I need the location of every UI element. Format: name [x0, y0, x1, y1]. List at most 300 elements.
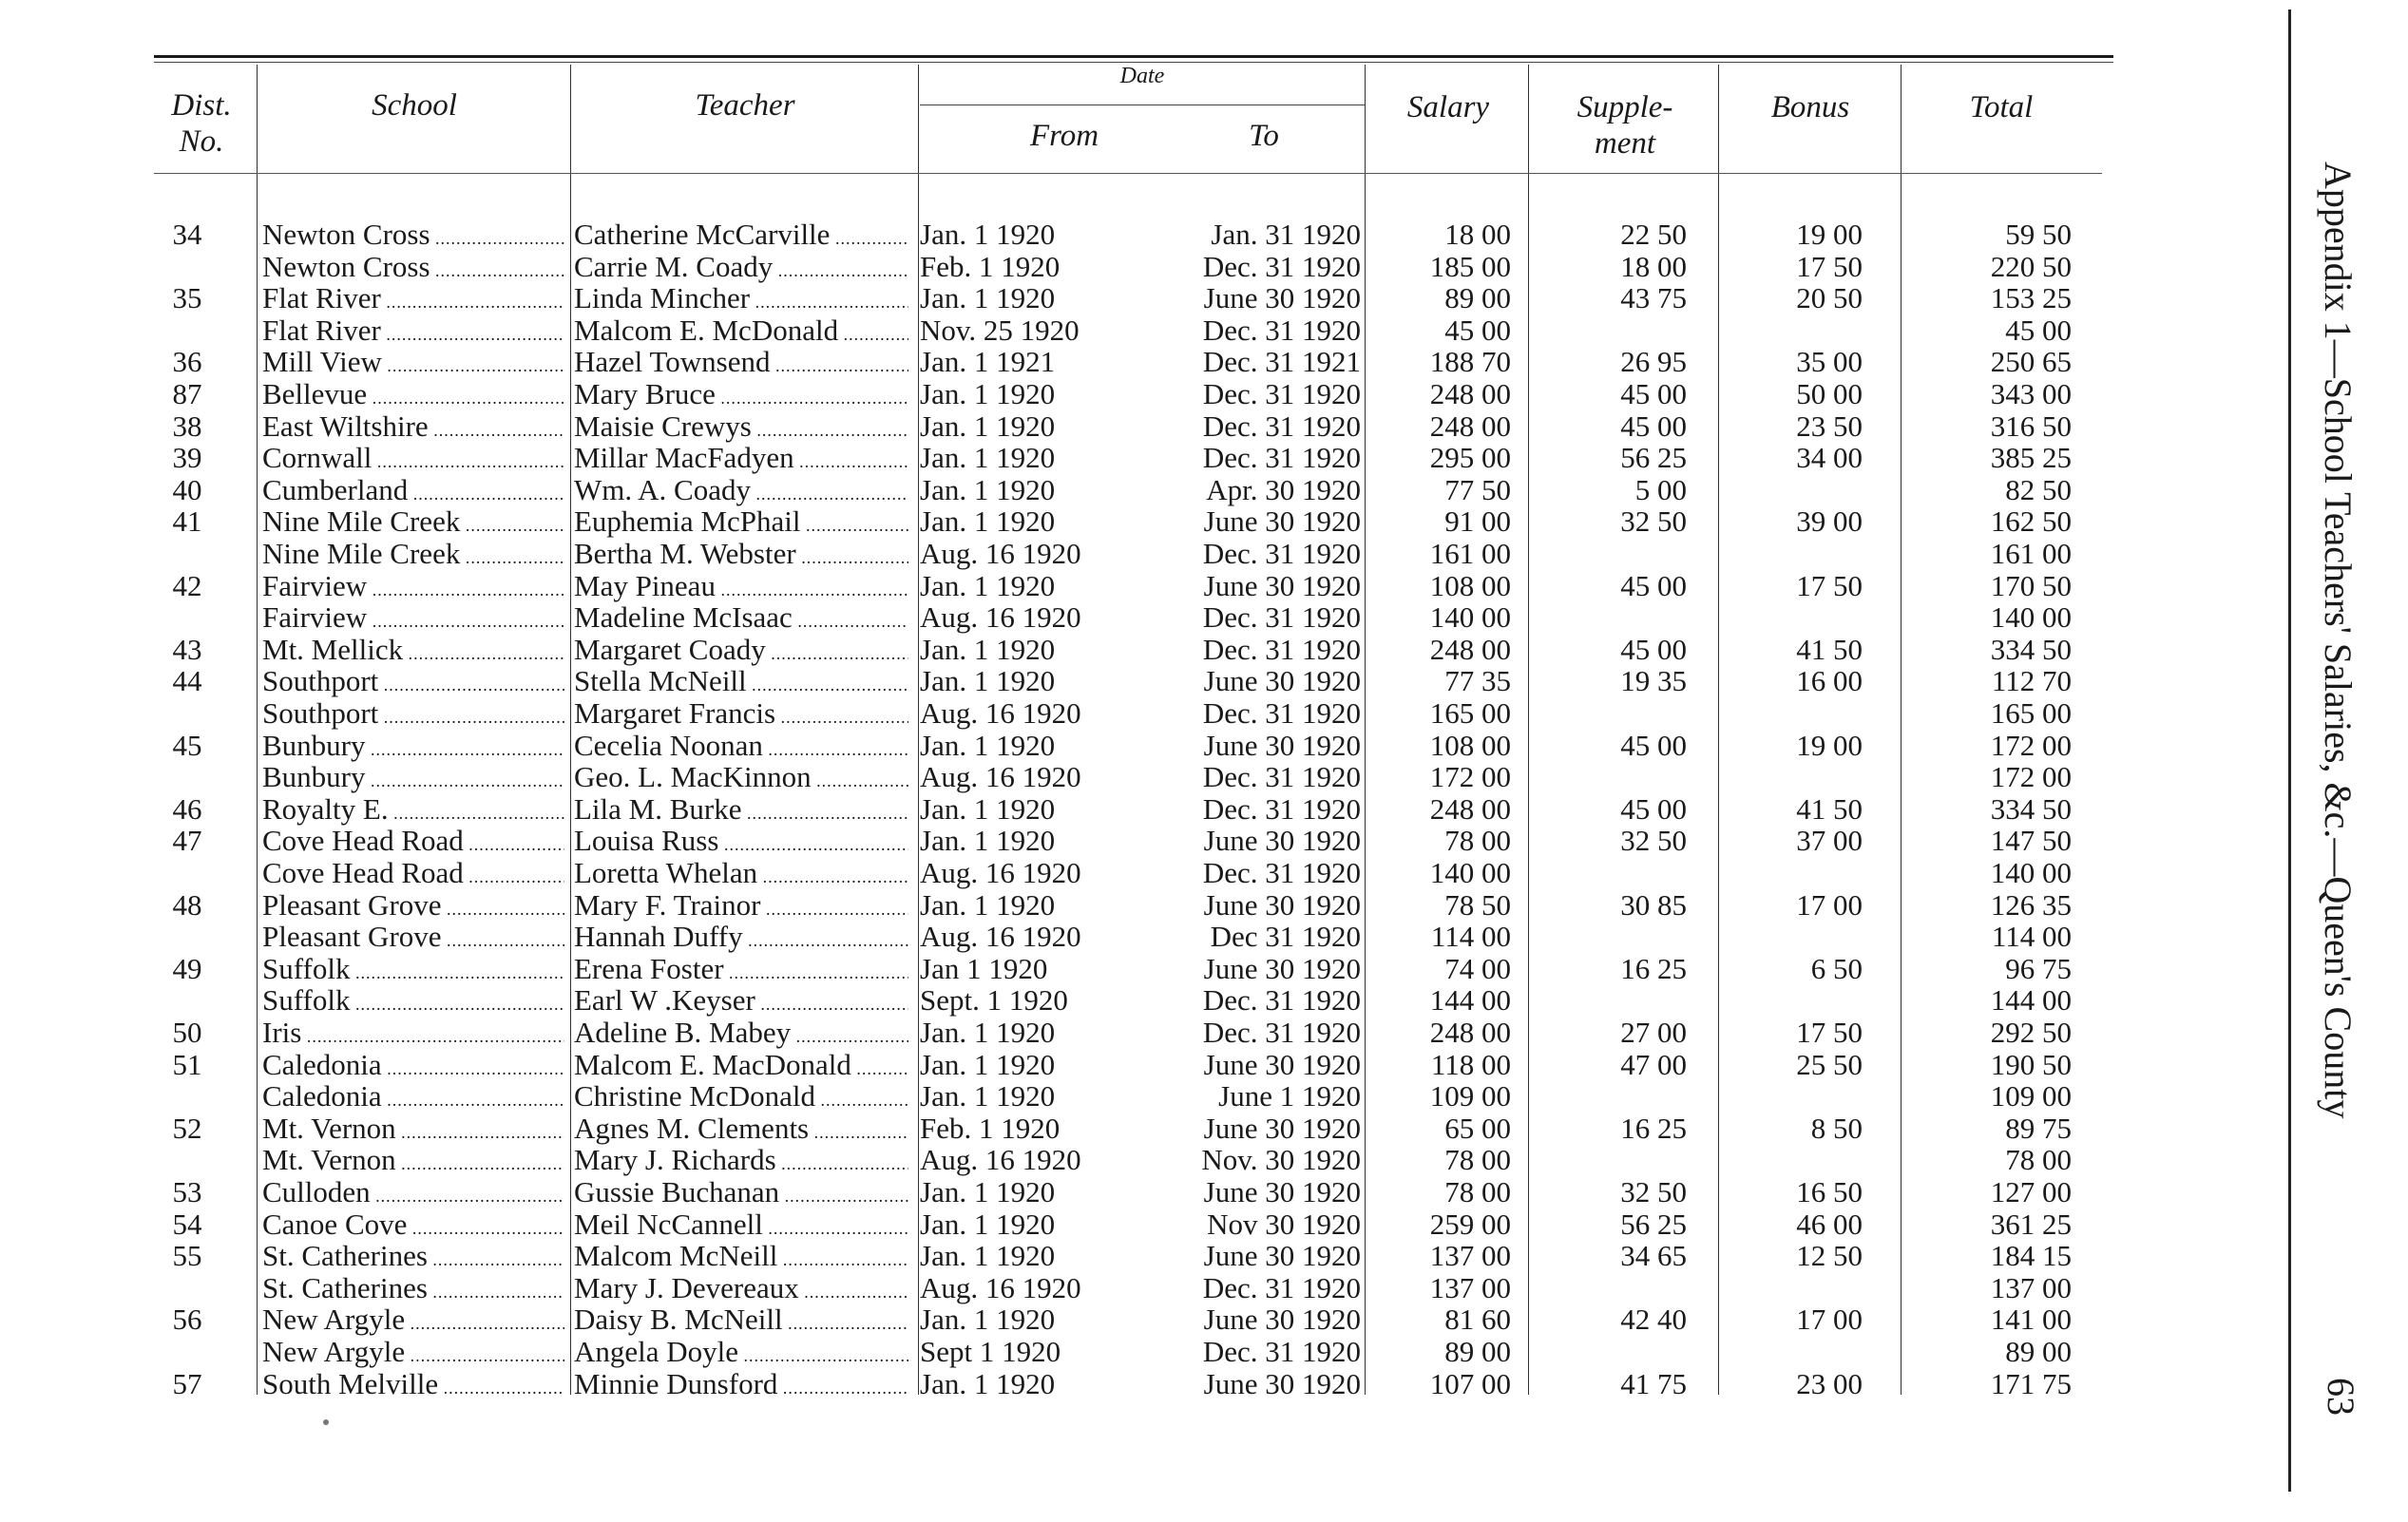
school-name: Canoe Cove .....	[262, 1208, 564, 1245]
table-row	[0, 1368, 2186, 1399]
date-from: Feb. 1 1920	[920, 249, 1061, 283]
school-name: Suffolk .....	[262, 984, 564, 1020]
header-to: To	[1249, 119, 1279, 153]
dist-number: 35	[172, 281, 202, 315]
bonus-amount: 8 50	[1810, 1111, 1863, 1145]
school-name: St. Catherines .....	[262, 1240, 564, 1276]
date-from: Aug. 16 1920	[920, 537, 1081, 570]
bonus-amount: 19 00	[1796, 728, 1863, 762]
bonus-amount: 41 50	[1796, 791, 1863, 826]
header-bottom-rule	[154, 173, 2102, 174]
teacher-name: Malcom McNeill .....	[574, 1240, 908, 1276]
date-from: Aug. 16 1920	[920, 920, 1081, 954]
total-amount: 78 00	[2005, 1143, 2072, 1177]
total-amount: 141 00	[1990, 1303, 2072, 1337]
table-row	[0, 570, 2186, 601]
date-to: Dec. 31 1920	[1202, 1270, 1361, 1304]
date-to: June 30 1920	[1203, 1175, 1361, 1208]
bonus-amount: 19 00	[1796, 218, 1863, 251]
school-name: Bunbury .....	[262, 730, 564, 766]
school-name: Cove Head Road .....	[262, 857, 564, 893]
school-name: South Melville .....	[262, 1368, 564, 1404]
date-from: Jan. 1 1920	[920, 568, 1056, 602]
date-from: Jan. 1 1920	[920, 504, 1056, 539]
supplement-amount: 45 00	[1620, 568, 1687, 602]
total-amount: 82 50	[2005, 472, 2072, 506]
dist-number: 53	[172, 1175, 202, 1208]
header-total: Total	[1969, 90, 2034, 124]
header-salary: Salary	[1406, 90, 1490, 124]
date-to: June 1 1920	[1218, 1079, 1361, 1113]
teacher-name: Margaret Francis .....	[574, 697, 908, 733]
total-amount: 89 00	[2005, 1335, 2072, 1368]
dist-number: 54	[172, 1207, 202, 1241]
total-amount: 161 00	[1990, 537, 2072, 570]
bonus-amount: 34 00	[1796, 441, 1863, 475]
date-from: Jan. 1 1921	[920, 345, 1056, 379]
table-row	[0, 251, 2186, 282]
date-to: Dec 31 1920	[1210, 920, 1361, 954]
bonus-amount: 16 00	[1796, 664, 1863, 698]
dist-number: 46	[172, 791, 202, 826]
teacher-name: Maisie Crewys .....	[574, 410, 908, 447]
table-row	[0, 857, 2186, 888]
table-row	[0, 984, 2186, 1016]
table-row	[0, 1017, 2186, 1048]
date-to: Dec. 31 1920	[1202, 1016, 1361, 1049]
school-name: Nine Mile Creek .....	[262, 538, 564, 574]
date-to: June 30 1920	[1203, 951, 1361, 985]
teacher-name: Linda Mincher .....	[574, 282, 908, 318]
school-name: Mill View .....	[262, 346, 564, 382]
total-amount: 172 00	[1990, 728, 2072, 762]
table-row	[0, 1144, 2186, 1175]
supplement-amount: 27 00	[1620, 1016, 1687, 1049]
school-name: Mt. Vernon .....	[262, 1144, 564, 1180]
total-amount: 170 50	[1990, 568, 2072, 602]
date-from: Feb. 1 1920	[920, 1111, 1061, 1145]
date-to: Dec. 31 1920	[1202, 249, 1361, 283]
salary-amount: 165 00	[1429, 696, 1511, 730]
table-row	[0, 1272, 2186, 1303]
school-name: Iris .....	[262, 1017, 564, 1053]
total-amount: 184 15	[1990, 1239, 2072, 1273]
teacher-name: Mary J. Richards .....	[574, 1144, 908, 1180]
bonus-amount: 17 50	[1796, 568, 1863, 602]
table-row	[0, 378, 2186, 409]
date-to: Dec. 31 1920	[1202, 377, 1361, 410]
supplement-amount: 32 50	[1620, 1175, 1687, 1208]
school-name: Cornwall .....	[262, 442, 564, 478]
total-amount: 292 50	[1990, 1016, 2072, 1049]
salary-amount: 140 00	[1429, 600, 1511, 635]
supplement-amount: 43 75	[1620, 281, 1687, 315]
date-to: Dec. 31 1920	[1202, 856, 1361, 889]
bonus-amount: 16 50	[1796, 1175, 1863, 1208]
total-amount: 147 50	[1990, 824, 2072, 858]
date-to: Dec. 31 1921	[1202, 345, 1361, 379]
school-name: East Wiltshire .....	[262, 410, 564, 447]
total-amount: 45 00	[2005, 313, 2072, 347]
date-to: Dec. 31 1920	[1202, 313, 1361, 347]
salary-amount: 89 00	[1444, 1335, 1511, 1368]
salary-amount: 65 00	[1444, 1111, 1511, 1145]
date-to: Dec. 31 1920	[1202, 1335, 1361, 1368]
teacher-name: Stella McNeill .....	[574, 665, 908, 701]
supplement-amount: 45 00	[1620, 728, 1687, 762]
table-row	[0, 730, 2186, 761]
bonus-amount: 23 50	[1796, 409, 1863, 443]
supplement-amount: 16 25	[1620, 951, 1687, 985]
date-to: Dec. 31 1920	[1202, 760, 1361, 794]
date-to: Nov. 30 1920	[1201, 1143, 1361, 1177]
date-from: Jan. 1 1920	[920, 1239, 1056, 1273]
total-amount: 114 00	[1991, 920, 2072, 954]
bonus-amount: 41 50	[1796, 632, 1863, 666]
teacher-name: Bertha M. Webster .....	[574, 538, 908, 574]
teacher-name: Carrie M. Coady .....	[574, 251, 908, 287]
date-to: Apr. 30 1920	[1206, 472, 1361, 506]
dist-number: 49	[172, 951, 202, 985]
bonus-amount: 25 50	[1796, 1047, 1863, 1081]
salary-amount: 248 00	[1429, 377, 1511, 410]
supplement-amount: 45 00	[1620, 409, 1687, 443]
date-to: June 30 1920	[1203, 504, 1361, 539]
teacher-name: Mary Bruce .....	[574, 378, 908, 414]
table-row	[0, 410, 2186, 442]
salary-amount: 295 00	[1429, 441, 1511, 475]
header-supplement-line1: Supple-	[1577, 90, 1673, 124]
supplement-amount: 19 35	[1620, 664, 1687, 698]
date-to: Dec. 31 1920	[1202, 600, 1361, 635]
header-teacher: Teacher	[695, 88, 795, 123]
table-row	[0, 1208, 2186, 1240]
table-row	[0, 1080, 2186, 1112]
date-to: June 30 1920	[1203, 1303, 1361, 1337]
date-from: Jan. 1 1920	[920, 1047, 1056, 1081]
dist-number: 51	[172, 1047, 202, 1081]
paper-speck	[323, 1419, 329, 1425]
bonus-amount: 17 50	[1796, 1016, 1863, 1049]
dist-number: 43	[172, 632, 202, 666]
date-to: June 30 1920	[1203, 1239, 1361, 1273]
table-row	[0, 1176, 2186, 1208]
date-from: Nov. 25 1920	[920, 313, 1080, 347]
dist-number: 45	[172, 728, 202, 762]
table-row	[0, 442, 2186, 473]
salary-amount: 77 35	[1444, 664, 1511, 698]
teacher-name: Minnie Dunsford .....	[574, 1368, 908, 1404]
date-to: June 30 1920	[1203, 887, 1361, 922]
date-from: Aug. 16 1920	[920, 1143, 1081, 1177]
salary-amount: 248 00	[1429, 1016, 1511, 1049]
date-to: June 30 1920	[1203, 728, 1361, 762]
table-row	[0, 1240, 2186, 1271]
total-amount: 334 50	[1990, 632, 2072, 666]
school-name: Royalty E. .....	[262, 793, 564, 829]
date-from: Jan. 1 1920	[920, 1303, 1056, 1337]
school-name: Flat River .....	[262, 314, 564, 351]
salary-amount: 91 00	[1444, 504, 1511, 539]
salary-amount: 172 00	[1429, 760, 1511, 794]
school-name: Mt. Mellick .....	[262, 634, 564, 670]
bonus-amount: 12 50	[1796, 1239, 1863, 1273]
table-row	[0, 634, 2186, 665]
dist-number: 44	[172, 664, 202, 698]
salary-amount: 161 00	[1429, 537, 1511, 570]
school-name: Bellevue .....	[262, 378, 564, 414]
table-row	[0, 601, 2186, 633]
bonus-amount: 35 00	[1796, 345, 1863, 379]
dist-number: 50	[172, 1016, 202, 1049]
total-amount: 334 50	[1990, 791, 2072, 826]
bonus-amount: 17 00	[1796, 887, 1863, 922]
salary-amount: 259 00	[1429, 1207, 1511, 1241]
teacher-name: Meil NcCannell .....	[574, 1208, 908, 1245]
teacher-name: May Pineau .....	[574, 570, 908, 606]
teacher-name: Lila M. Burke .....	[574, 793, 908, 829]
supplement-amount: 16 25	[1620, 1111, 1687, 1145]
total-amount: 343 00	[1990, 377, 2072, 410]
dist-number: 36	[172, 345, 202, 379]
salary-amount: 144 00	[1429, 983, 1511, 1018]
table-row	[0, 665, 2186, 696]
school-name: St. Catherines .....	[262, 1272, 564, 1308]
teacher-name: Wm. A. Coady .....	[574, 474, 908, 510]
date-to: Dec. 31 1920	[1202, 441, 1361, 475]
table-row	[0, 474, 2186, 505]
school-name: Culloden .....	[262, 1176, 564, 1212]
date-from: Jan. 1 1920	[920, 1079, 1056, 1113]
dist-number: 56	[172, 1303, 202, 1337]
school-name: Southport .....	[262, 697, 564, 733]
salary-amount: 108 00	[1429, 728, 1511, 762]
total-amount: 385 25	[1990, 441, 2072, 475]
table-row	[0, 314, 2186, 346]
total-amount: 190 50	[1990, 1047, 2072, 1081]
header-from: From	[1029, 119, 1099, 153]
total-amount: 109 00	[1990, 1079, 2072, 1113]
table-row	[0, 346, 2186, 377]
date-from: Jan. 1 1920	[920, 632, 1056, 666]
date-to: June 30 1920	[1203, 568, 1361, 602]
date-from: Jan. 1 1920	[920, 218, 1056, 251]
school-name: Pleasant Grove .....	[262, 889, 564, 925]
salary-amount: 74 00	[1444, 951, 1511, 985]
dist-number: 39	[172, 441, 202, 475]
salary-amount: 78 50	[1444, 887, 1511, 922]
bonus-amount: 17 50	[1796, 249, 1863, 283]
table-row	[0, 889, 2186, 921]
teacher-name: Louisa Russ .....	[574, 825, 908, 861]
date-from: Jan. 1 1920	[920, 791, 1056, 826]
supplement-amount: 47 00	[1620, 1047, 1687, 1081]
running-title: Appendix 1—School Teachers' Salaries, &c.—Queen's County	[2317, 162, 2360, 1119]
total-amount: 137 00	[1990, 1270, 2072, 1304]
page-binding-line	[2288, 10, 2291, 1492]
table-row	[0, 282, 2186, 314]
header-supplement-line2: ment	[1594, 126, 1656, 161]
date-from: Jan. 1 1920	[920, 728, 1056, 762]
salary-amount: 114 00	[1430, 920, 1511, 954]
date-from: Jan. 1 1920	[920, 1207, 1056, 1241]
dist-number: 57	[172, 1366, 202, 1400]
supplement-amount: 32 50	[1620, 824, 1687, 858]
dist-number: 42	[172, 568, 202, 602]
total-amount: 89 75	[2005, 1111, 2072, 1145]
total-amount: 162 50	[1990, 504, 2072, 539]
school-name: New Argyle .....	[262, 1336, 564, 1372]
bonus-amount: 46 00	[1796, 1207, 1863, 1241]
salary-amount: 137 00	[1429, 1270, 1511, 1304]
supplement-amount: 56 25	[1620, 1207, 1687, 1241]
table-row	[0, 538, 2186, 569]
date-to: Dec. 31 1920	[1202, 632, 1361, 666]
date-from: Sept. 1 1920	[920, 983, 1068, 1018]
header-date: Date	[1119, 64, 1165, 88]
date-to: Dec. 31 1920	[1202, 983, 1361, 1018]
bonus-amount: 37 00	[1796, 824, 1863, 858]
date-from: Jan. 1 1920	[920, 409, 1056, 443]
total-amount: 140 00	[1990, 856, 2072, 889]
table-row	[0, 1113, 2186, 1144]
total-amount: 144 00	[1990, 983, 2072, 1018]
teacher-name: Cecelia Noonan .....	[574, 730, 908, 766]
total-amount: 172 00	[1990, 760, 2072, 794]
date-from: Aug. 16 1920	[920, 1270, 1081, 1304]
teacher-name: Catherine McCarville .....	[574, 219, 908, 255]
teacher-name: Mary J. Devereaux .....	[574, 1272, 908, 1308]
school-name: Pleasant Grove .....	[262, 921, 564, 957]
date-from: Aug. 16 1920	[920, 600, 1081, 635]
bonus-amount: 20 50	[1796, 281, 1863, 315]
date-from: Sept 1 1920	[920, 1335, 1061, 1368]
total-amount: 59 50	[2005, 218, 2072, 251]
teacher-name: Agnes M. Clements .....	[574, 1113, 908, 1149]
date-from: Jan. 1 1920	[920, 281, 1056, 315]
teacher-name: Margaret Coady .....	[574, 634, 908, 670]
date-from: Jan 1 1920	[920, 951, 1048, 985]
total-amount: 126 35	[1990, 887, 2072, 922]
bonus-amount: 17 00	[1796, 1303, 1863, 1337]
header-school: School	[372, 88, 457, 123]
supplement-amount: 22 50	[1620, 218, 1687, 251]
school-name: Caledonia .....	[262, 1049, 564, 1085]
supplement-amount: 30 85	[1620, 887, 1687, 922]
school-name: New Argyle .....	[262, 1303, 564, 1340]
total-amount: 165 00	[1990, 696, 2072, 730]
table-row	[0, 505, 2186, 537]
date-to: Dec. 31 1920	[1202, 409, 1361, 443]
school-name: Cumberland .....	[262, 474, 564, 510]
teacher-name: Euphemia McPhail .....	[574, 505, 908, 542]
total-amount: 250 65	[1990, 345, 2072, 379]
date-to: June 30 1920	[1203, 1111, 1361, 1145]
salary-amount: 185 00	[1429, 249, 1511, 283]
teacher-name: Daisy B. McNeill .....	[574, 1303, 908, 1340]
dist-number: 48	[172, 887, 202, 922]
total-amount: 361 25	[1990, 1207, 2072, 1241]
salary-amount: 140 00	[1429, 856, 1511, 889]
teacher-name: Geo. L. MacKinnon .....	[574, 761, 908, 797]
teacher-name: Mary F. Trainor .....	[574, 889, 908, 925]
dist-number: 41	[172, 504, 202, 539]
date-to: June 30 1920	[1203, 824, 1361, 858]
total-amount: 140 00	[1990, 600, 2072, 635]
dist-number: 34	[172, 218, 202, 251]
bonus-amount: 39 00	[1796, 504, 1863, 539]
date-from: Jan. 1 1920	[920, 887, 1056, 922]
table-row	[0, 793, 2186, 825]
salary-amount: 137 00	[1429, 1239, 1511, 1273]
total-amount: 316 50	[1990, 409, 2072, 443]
school-name: Newton Cross .....	[262, 251, 564, 287]
teacher-name: Christine McDonald .....	[574, 1080, 908, 1116]
teacher-name: Malcom E. McDonald .....	[574, 314, 908, 351]
date-from: Jan. 1 1920	[920, 472, 1056, 506]
salary-amount: 81 60	[1444, 1303, 1511, 1337]
salary-amount: 78 00	[1444, 824, 1511, 858]
school-name: Fairview .....	[262, 570, 564, 606]
date-to: June 30 1920	[1203, 664, 1361, 698]
date-to: June 30 1920	[1203, 1047, 1361, 1081]
teacher-name: Loretta Whelan .....	[574, 857, 908, 893]
dist-number: 38	[172, 409, 202, 443]
supplement-amount: 32 50	[1620, 504, 1687, 539]
date-from: Jan. 1 1920	[920, 1175, 1056, 1208]
date-from: Jan. 1 1920	[920, 377, 1056, 410]
date-to: June 30 1920	[1203, 1366, 1361, 1400]
teacher-name: Earl W .Keyser .....	[574, 984, 908, 1020]
date-to: Dec. 31 1920	[1202, 537, 1361, 570]
date-to: Jan. 31 1920	[1211, 218, 1361, 251]
page-number: 63	[2320, 1378, 2362, 1416]
date-from: Jan. 1 1920	[920, 441, 1056, 475]
table-row	[0, 1049, 2186, 1080]
supplement-amount: 42 40	[1620, 1303, 1687, 1337]
salary-amount: 118 00	[1430, 1047, 1511, 1081]
header-dist-line1: Dist.	[171, 88, 232, 123]
date-to: Dec. 31 1920	[1202, 791, 1361, 826]
supplement-amount: 26 95	[1620, 345, 1687, 379]
date-from: Jan. 1 1920	[920, 1016, 1056, 1049]
top-rule	[154, 55, 2113, 58]
total-amount: 153 25	[1990, 281, 2072, 315]
school-name: Suffolk .....	[262, 953, 564, 989]
salary-amount: 108 00	[1429, 568, 1511, 602]
salary-amount: 248 00	[1429, 632, 1511, 666]
table-row	[0, 219, 2186, 250]
date-to: June 30 1920	[1203, 281, 1361, 315]
bonus-amount: 6 50	[1810, 951, 1863, 985]
total-amount: 220 50	[1990, 249, 2072, 283]
header-supplement	[1532, 89, 1718, 162]
date-from: Aug. 16 1920	[920, 760, 1081, 794]
school-name: Nine Mile Creek .....	[262, 505, 564, 542]
date-from: Aug. 16 1920	[920, 696, 1081, 730]
salary-amount: 78 00	[1444, 1143, 1511, 1177]
supplement-amount: 56 25	[1620, 441, 1687, 475]
salary-amount: 45 00	[1444, 313, 1511, 347]
header-bonus: Bonus	[1770, 90, 1850, 124]
total-amount: 127 00	[1990, 1175, 2072, 1208]
teacher-name: Madeline McIsaac .....	[574, 601, 908, 637]
salary-amount: 109 00	[1429, 1079, 1511, 1113]
table-row	[0, 697, 2186, 729]
school-name: Bunbury .....	[262, 761, 564, 797]
header-dist	[154, 87, 249, 160]
school-name: Newton Cross .....	[262, 219, 564, 255]
